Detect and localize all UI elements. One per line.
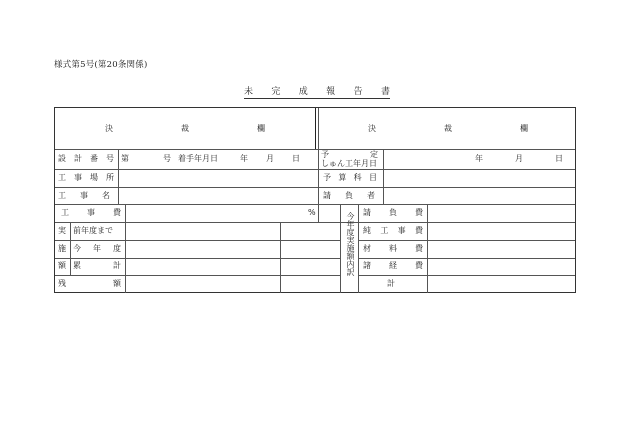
title-char: 完 — [271, 87, 281, 97]
row-divider — [55, 222, 575, 223]
start-date-label: 着手年月日 — [178, 154, 218, 163]
label-char: 事 — [397, 226, 406, 235]
label-char: 費 — [414, 226, 423, 235]
design-number-label — [58, 154, 114, 164]
approval-label-right — [368, 124, 528, 134]
col-divider — [318, 149, 319, 222]
row-divider — [358, 275, 575, 276]
col-divider — [70, 222, 71, 275]
label-char: 名 — [102, 191, 110, 200]
col-divider — [383, 149, 384, 204]
label-char: 月 — [266, 154, 274, 163]
form-number: 様式第5号(第20条関係) — [54, 60, 148, 70]
col-divider — [358, 204, 359, 293]
label-char: 累 — [73, 261, 81, 270]
label-char: 材 — [363, 244, 371, 253]
row-divider — [55, 240, 340, 241]
label-char: 事 — [87, 208, 95, 217]
row-divider — [55, 275, 340, 276]
breakdown-contract-cost — [363, 208, 423, 218]
label-char: 年 — [475, 154, 483, 163]
cumulative-label — [73, 261, 121, 271]
label-char: 日 — [555, 154, 563, 163]
col-divider — [318, 108, 319, 149]
label-char: 諸 — [363, 261, 371, 270]
col-divider — [315, 108, 316, 149]
label-char: 工 — [61, 208, 69, 217]
label-char: 予 — [321, 150, 329, 159]
col-divider — [340, 204, 341, 293]
label-char: 残 — [58, 279, 66, 288]
label-char: 度 — [113, 244, 121, 253]
col-divider — [118, 149, 119, 204]
planned-date-units — [475, 154, 563, 164]
remaining-label — [58, 279, 121, 289]
label-char: 負 — [345, 191, 353, 200]
label-char: 額 — [113, 279, 121, 288]
label-char: 科 — [353, 173, 362, 182]
label-char: 経 — [389, 261, 397, 270]
label-char: 決 — [368, 124, 376, 133]
col-divider — [427, 204, 428, 293]
label-char: 裁 — [181, 124, 189, 133]
col-divider — [280, 222, 281, 293]
label-char: 目 — [368, 173, 377, 182]
percent-sign: % — [308, 208, 316, 217]
budget-label — [323, 173, 377, 183]
label-char: 決 — [105, 124, 113, 133]
row-divider — [55, 169, 575, 170]
title-char: 報 — [326, 87, 336, 97]
breakdown-materials — [363, 244, 423, 254]
design-number-suffix: 号 — [163, 154, 171, 163]
actual-label-3: 額 — [58, 261, 66, 270]
start-date-units — [240, 154, 300, 164]
row-divider — [358, 240, 575, 241]
label-char: 日 — [292, 154, 300, 163]
project-name-label — [58, 191, 110, 201]
label-char: 工 — [58, 191, 66, 200]
label-char: 場 — [90, 173, 98, 182]
label-char: 事 — [74, 173, 82, 182]
title-char: 成 — [298, 87, 308, 97]
label-char: 今 — [73, 244, 81, 253]
label-char: 欄 — [257, 124, 265, 133]
label-char: 番 — [90, 154, 98, 163]
label-char: 月 — [515, 154, 523, 163]
label-char: 裁 — [444, 124, 452, 133]
row-divider — [55, 149, 575, 150]
prior-years-label: 前年度まで — [73, 226, 113, 235]
label-char: 計 — [113, 261, 121, 270]
label-char: 所 — [106, 173, 114, 182]
breakdown-vertical-label: 今年度実施額内訳 — [346, 212, 355, 276]
label-char: 事 — [80, 191, 88, 200]
site-label — [58, 173, 114, 183]
label-char: 工 — [380, 226, 389, 235]
label-char: 予 — [323, 173, 331, 182]
col-divider — [125, 204, 126, 293]
this-year-label — [73, 244, 121, 254]
title-char: 未 — [244, 87, 254, 97]
row-divider — [358, 258, 575, 259]
report-form-table — [54, 107, 576, 293]
label-char: 号 — [106, 154, 114, 163]
label-char: 年 — [93, 244, 101, 253]
label-char: 費 — [113, 208, 121, 217]
contractor-label — [323, 191, 375, 201]
planned-label-bottom: しゅん工年月日 — [321, 159, 377, 168]
label-char: 者 — [367, 191, 375, 200]
label-char: 費 — [415, 261, 423, 270]
label-char: 費 — [415, 244, 423, 253]
label-char: 負 — [389, 208, 397, 217]
label-char: 純 — [363, 226, 371, 235]
design-number-prefix: 第 — [121, 154, 129, 163]
row-divider — [55, 204, 575, 205]
label-char: 工 — [58, 173, 66, 182]
row-divider — [55, 258, 340, 259]
row-divider — [55, 187, 575, 188]
actual-label-2: 施 — [58, 244, 66, 253]
title-char: 書 — [380, 87, 390, 97]
label-char: 費 — [415, 208, 423, 217]
document-title — [244, 84, 390, 99]
label-char: 料 — [389, 244, 397, 253]
label-char: 欄 — [520, 124, 528, 133]
breakdown-misc-expenses — [363, 261, 423, 271]
breakdown-total: 計 — [387, 279, 395, 288]
cost-label — [61, 208, 121, 218]
approval-label-left — [105, 124, 265, 134]
label-char: 算 — [338, 173, 347, 182]
actual-label-1: 実 — [58, 226, 66, 235]
breakdown-net-construction — [363, 226, 423, 236]
label-char: 請 — [323, 191, 331, 200]
label-char: 定 — [370, 150, 378, 159]
label-char: 請 — [363, 208, 371, 217]
label-char: 計 — [74, 154, 82, 163]
label-char: 設 — [58, 154, 66, 163]
title-char: 告 — [353, 87, 363, 97]
label-char: 年 — [240, 154, 248, 163]
